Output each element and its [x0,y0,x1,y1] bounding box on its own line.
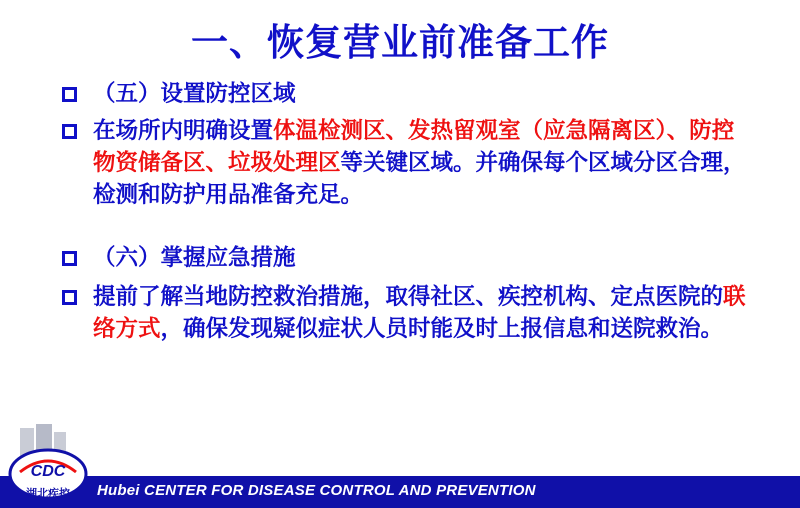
text-segment: 提前了解当地防控救治措施，取得社区、疾控机构、定点医院的 [93,284,724,310]
square-bullet-icon [62,290,77,305]
logo-label: 湖北疾控 [26,487,70,500]
text-segment: ，确保发现疑似症状人员时能及时上报信息和送院救治。 [160,316,724,342]
text-segment: 等关键区域。并确保每个区域分区合理，检测和防护用品准备充足。 [93,150,746,208]
bullet-text-3 [93,242,296,274]
slide-title: 一、恢复营业前准备工作 [191,21,609,64]
bullet-item-2 [62,115,752,211]
text-segment: 在场所内明确设置 [93,118,274,144]
logo-mark-text: CDC [30,463,66,480]
bullet-item-1 [62,78,752,110]
square-bullet-icon [62,87,77,102]
emphasis-text: 体温检测区、发热留观室（应急隔离区）、防控物资储备区、垃圾处理区 [93,118,735,176]
bullet-item-3 [62,242,752,274]
square-bullet-icon [62,251,77,266]
bullet-text-1 [93,78,296,110]
footer-organization: Hubei CENTER FOR DISEASE CONTROL AND PREVENTION [97,482,536,499]
square-bullet-icon [62,124,77,139]
emphasis-text: 联络方式 [93,284,746,342]
text-segment: （五）设置防控区域 [93,81,296,107]
bullet-text-4 [93,281,752,345]
text-segment: （六）掌握应急措施 [93,245,296,271]
bullet-item-4 [62,281,752,345]
bullet-text-2 [93,115,752,211]
